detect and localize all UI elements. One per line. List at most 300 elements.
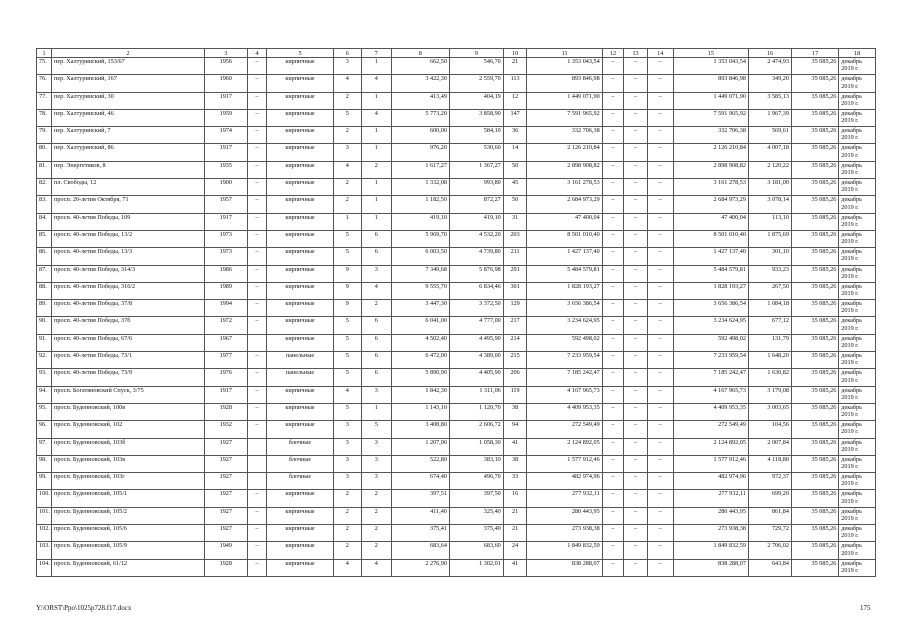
table-cell: 4 007,18: [748, 144, 791, 161]
table-cell: 4: [361, 75, 391, 92]
table-cell: 102.: [37, 525, 52, 542]
table-cell: –: [647, 58, 673, 75]
column-header: 13: [624, 49, 648, 58]
table-cell: 1959: [204, 109, 247, 126]
table-cell: 404,19: [449, 92, 503, 109]
table-cell: кирпичные: [267, 490, 334, 507]
table-cell: –: [624, 213, 648, 230]
table-cell: –: [647, 352, 673, 369]
table-cell: –: [624, 525, 648, 542]
column-header: 10: [503, 49, 527, 58]
table-cell: 9 555,70: [391, 282, 449, 299]
table-cell: 419,10: [391, 213, 449, 230]
table-cell: 35 085,26: [791, 248, 838, 265]
table-cell: 375,40: [449, 525, 503, 542]
table-cell: декабрь 2019 г.: [839, 507, 876, 524]
table-cell: 41: [503, 559, 527, 576]
table-cell: 1 617,27: [391, 161, 449, 178]
table-cell: 683,60: [449, 542, 503, 559]
table-cell: 1932: [204, 421, 247, 438]
table-cell: просп. 40-летия Победы, 67/6: [52, 334, 205, 351]
table-cell: –: [247, 265, 266, 282]
table-cell: 21: [503, 525, 527, 542]
table-cell: 84.: [37, 213, 52, 230]
column-header: 9: [449, 49, 503, 58]
table-cell: –: [247, 196, 266, 213]
table-cell: 413,49: [391, 92, 449, 109]
table-cell: 3 422,30: [391, 75, 449, 92]
table-cell: –: [647, 317, 673, 334]
table-cell: –: [602, 213, 624, 230]
table-cell: декабрь 2019 г.: [839, 438, 876, 455]
table-cell: кирпичные: [267, 525, 334, 542]
table-cell: просп. 40-летия Победы, 13/3: [52, 248, 205, 265]
table-cell: 1 449 071,90: [527, 92, 602, 109]
table-cell: 3: [333, 58, 361, 75]
table-cell: 3 078,14: [748, 196, 791, 213]
table-cell: 96.: [37, 421, 52, 438]
table-row: [37, 248, 876, 265]
table-cell: –: [602, 352, 624, 369]
table-cell: –: [624, 282, 648, 299]
table-cell: 113: [503, 75, 527, 92]
table-cell: –: [647, 525, 673, 542]
table-cell: декабрь 2019 г.: [839, 248, 876, 265]
table-cell: 35 085,26: [791, 525, 838, 542]
table-cell: –: [247, 109, 266, 126]
table-cell: –: [647, 369, 673, 386]
table-row: [37, 421, 876, 438]
table-cell: 280 443,95: [527, 507, 602, 524]
table-cell: 1974: [204, 127, 247, 144]
table-cell: 976,20: [391, 144, 449, 161]
table-cell: –: [602, 196, 624, 213]
table-cell: –: [602, 179, 624, 196]
table-cell: 397,50: [449, 490, 503, 507]
table-cell: –: [647, 282, 673, 299]
table-cell: –: [602, 473, 624, 490]
table-cell: 35 085,26: [791, 213, 838, 230]
table-cell: 375,41: [391, 525, 449, 542]
table-cell: –: [602, 282, 624, 299]
table-cell: –: [647, 542, 673, 559]
table-cell: 1 302,01: [449, 559, 503, 576]
table-cell: 1 577 912,46: [673, 455, 748, 472]
table-cell: 75.: [37, 58, 52, 75]
table-cell: 3 656 386,54: [673, 300, 748, 317]
table-cell: 2: [333, 127, 361, 144]
column-header: 14: [647, 49, 673, 58]
table-cell: 4: [333, 386, 361, 403]
table-cell: 2 684 973,29: [673, 196, 748, 213]
table-cell: 838 288,07: [527, 559, 602, 576]
table-cell: [247, 455, 266, 472]
table-cell: 3: [333, 421, 361, 438]
table-row: [37, 386, 876, 403]
table-cell: 1 427 137,40: [673, 248, 748, 265]
table-cell: –: [624, 507, 648, 524]
table-cell: 1973: [204, 248, 247, 265]
table-cell: 89.: [37, 300, 52, 317]
table-cell: 147: [503, 109, 527, 126]
table-cell: –: [247, 230, 266, 247]
table-cell: –: [647, 421, 673, 438]
table-cell: 1960: [204, 75, 247, 92]
table-cell: –: [647, 300, 673, 317]
table-cell: –: [247, 213, 266, 230]
table-cell: 2 706,02: [748, 542, 791, 559]
table-cell: 5 773,20: [391, 109, 449, 126]
table-cell: 5 484 579,81: [527, 265, 602, 282]
table-cell: 88.: [37, 282, 52, 299]
table-cell: 35 085,26: [791, 92, 838, 109]
table-cell: 2 898 908,82: [527, 161, 602, 178]
table-cell: 1935: [204, 161, 247, 178]
table-cell: 7 233 959,54: [673, 352, 748, 369]
table-cell: просп. 40-летия Победы, 316/2: [52, 282, 205, 299]
table-row: [37, 282, 876, 299]
table-cell: 662,50: [391, 58, 449, 75]
table-cell: 2: [361, 542, 391, 559]
table-cell: –: [602, 421, 624, 438]
table-cell: 3 161 278,53: [527, 179, 602, 196]
table-cell: пер. Халтуринский, 167: [52, 75, 205, 92]
table-cell: 1 648,20: [748, 352, 791, 369]
table-cell: 38: [503, 403, 527, 420]
table-cell: –: [247, 179, 266, 196]
column-header: 12: [602, 49, 624, 58]
table-cell: 95.: [37, 403, 52, 420]
table-row: [37, 161, 876, 178]
table-cell: 35 085,26: [791, 265, 838, 282]
table-cell: 9: [333, 265, 361, 282]
table-cell: кирпичные: [267, 230, 334, 247]
table-cell: 600,00: [391, 127, 449, 144]
table-cell: 2 007,84: [748, 438, 791, 455]
table-cell: 12: [503, 92, 527, 109]
table-cell: –: [247, 92, 266, 109]
table-cell: –: [247, 317, 266, 334]
table-row: [37, 127, 876, 144]
table-cell: 35 085,26: [791, 386, 838, 403]
table-cell: 5: [333, 317, 361, 334]
table-cell: 21: [503, 58, 527, 75]
table-cell: 2: [333, 507, 361, 524]
table-cell: –: [647, 92, 673, 109]
table-cell: 8 501 010,40: [527, 230, 602, 247]
table-cell: кирпичные: [267, 421, 334, 438]
table-cell: 4 777,00: [449, 317, 503, 334]
table-cell: 35 085,26: [791, 352, 838, 369]
table-row: [37, 559, 876, 576]
table-cell: 3 372,50: [449, 300, 503, 317]
table-row: [37, 109, 876, 126]
table-cell: пер. Халтуринский, 86: [52, 144, 205, 161]
table-cell: 2 606,72: [449, 421, 503, 438]
table-cell: пер. Энергетиков, 8: [52, 161, 205, 178]
table-cell: 1 849 832,59: [673, 542, 748, 559]
table-cell: 91.: [37, 334, 52, 351]
table-cell: 21: [503, 507, 527, 524]
table-cell: –: [602, 300, 624, 317]
table-row: [37, 58, 876, 75]
table-row: [37, 300, 876, 317]
table-row: [37, 455, 876, 472]
table-cell: 2 559,70: [449, 75, 503, 92]
table-cell: 3 408,80: [391, 421, 449, 438]
table-cell: –: [247, 300, 266, 317]
table-cell: 4 167 965,73: [527, 386, 602, 403]
table-cell: 325,40: [449, 507, 503, 524]
table-cell: 1 367,27: [449, 161, 503, 178]
table-cell: кирпичные: [267, 75, 334, 92]
table-cell: 35 085,26: [791, 421, 838, 438]
table-cell: 4 409 953,35: [527, 403, 602, 420]
table-row: [37, 213, 876, 230]
table-cell: –: [602, 507, 624, 524]
table-cell: 35 085,26: [791, 317, 838, 334]
table-cell: 38: [503, 455, 527, 472]
table-cell: 1: [361, 58, 391, 75]
table-cell: 82.: [37, 179, 52, 196]
table-cell: 4 739,80: [449, 248, 503, 265]
table-cell: –: [602, 265, 624, 282]
table-cell: декабрь 2019 г.: [839, 282, 876, 299]
table-cell: 3: [333, 438, 361, 455]
table-cell: 119: [503, 386, 527, 403]
table-cell: 7 233 959,54: [527, 352, 602, 369]
table-cell: 1976: [204, 369, 247, 386]
table-cell: –: [647, 438, 673, 455]
table-cell: 35 085,26: [791, 161, 838, 178]
table-row: [37, 334, 876, 351]
table-cell: панельные: [267, 352, 334, 369]
table-cell: 569,61: [748, 127, 791, 144]
column-header: 7: [361, 49, 391, 58]
table-cell: кирпичные: [267, 317, 334, 334]
table-cell: 530,60: [449, 144, 503, 161]
table-cell: кирпичные: [267, 386, 334, 403]
table-cell: 35 085,26: [791, 75, 838, 92]
table-cell: 1 828 193,27: [527, 282, 602, 299]
table-cell: пер. Халтуринский, 153/67: [52, 58, 205, 75]
table-cell: 100.: [37, 490, 52, 507]
table-cell: 6 472,00: [391, 352, 449, 369]
table-row: [37, 490, 876, 507]
table-cell: 81.: [37, 161, 52, 178]
table-cell: 584,10: [449, 127, 503, 144]
table-cell: 2 474,93: [748, 58, 791, 75]
table-cell: кирпичные: [267, 300, 334, 317]
table-cell: 4 495,90: [449, 334, 503, 351]
table-cell: 50: [503, 196, 527, 213]
table-cell: 35 085,26: [791, 282, 838, 299]
table-cell: декабрь 2019 г.: [839, 179, 876, 196]
table-cell: 83.: [37, 196, 52, 213]
table-cell: декабрь 2019 г.: [839, 473, 876, 490]
table-cell: 1 630,82: [748, 369, 791, 386]
table-cell: 94: [503, 421, 527, 438]
table-cell: кирпичные: [267, 282, 334, 299]
table-cell: 4 389,00: [449, 352, 503, 369]
table-cell: кирпичные: [267, 127, 334, 144]
table-cell: 35 085,26: [791, 144, 838, 161]
table-cell: 1928: [204, 559, 247, 576]
table-cell: 861,84: [748, 507, 791, 524]
table-cell: 2 124 892,05: [673, 438, 748, 455]
table-cell: 5: [333, 109, 361, 126]
table-cell: –: [624, 386, 648, 403]
table-row: [37, 525, 876, 542]
table-cell: 1986: [204, 265, 247, 282]
table-cell: 482 974,96: [673, 473, 748, 490]
column-header: 5: [267, 49, 334, 58]
table-cell: просп. 40-летия Победы, 73/1: [52, 352, 205, 369]
table-cell: 4: [333, 559, 361, 576]
table-cell: 4 405,90: [449, 369, 503, 386]
table-cell: –: [647, 473, 673, 490]
table-cell: –: [602, 248, 624, 265]
table-cell: 86.: [37, 248, 52, 265]
table-cell: декабрь 2019 г.: [839, 92, 876, 109]
table-cell: 291: [503, 265, 527, 282]
table-cell: 1972: [204, 317, 247, 334]
table-cell: –: [647, 490, 673, 507]
table-cell: 99.: [37, 473, 52, 490]
table-cell: –: [247, 161, 266, 178]
table-cell: –: [647, 265, 673, 282]
table-cell: 1 449 071,90: [673, 92, 748, 109]
table-cell: 6 003,50: [391, 248, 449, 265]
table-cell: 1 828 193,27: [673, 282, 748, 299]
table-cell: 2: [333, 92, 361, 109]
table-cell: 35 085,26: [791, 369, 838, 386]
table-cell: просп. 40-летия Победы, 37б: [52, 317, 205, 334]
table-cell: 3 179,08: [748, 386, 791, 403]
table-cell: –: [247, 403, 266, 420]
table-row: [37, 369, 876, 386]
column-header: 18: [839, 49, 876, 58]
table-cell: 4 532,20: [449, 230, 503, 247]
table-cell: просп. 40-летия Победы, 73/9: [52, 369, 205, 386]
table-cell: 5: [333, 352, 361, 369]
table-cell: 2: [333, 542, 361, 559]
table-cell: 35 085,26: [791, 559, 838, 576]
table-cell: 87.: [37, 265, 52, 282]
table-cell: декабрь 2019 г.: [839, 213, 876, 230]
table-cell: 1 427 137,40: [527, 248, 602, 265]
table-cell: 77.: [37, 92, 52, 109]
table-cell: 4 502,40: [391, 334, 449, 351]
table-cell: кирпичные: [267, 265, 334, 282]
table-cell: 47 400,04: [673, 213, 748, 230]
table-cell: блочные: [267, 455, 334, 472]
table-cell: 1927: [204, 473, 247, 490]
table-cell: просп. Буденновский, 105/6: [52, 525, 205, 542]
table-cell: 3: [361, 455, 391, 472]
table-cell: –: [647, 161, 673, 178]
table-cell: 6 834,46: [449, 282, 503, 299]
table-row: [37, 265, 876, 282]
table-cell: –: [602, 75, 624, 92]
table-cell: 2: [361, 300, 391, 317]
table-cell: 3: [361, 438, 391, 455]
table-cell: декабрь 2019 г.: [839, 300, 876, 317]
table-cell: 129: [503, 300, 527, 317]
table-cell: декабрь 2019 г.: [839, 265, 876, 282]
table-cell: просп. Буденновский, 105/9: [52, 542, 205, 559]
table-cell: декабрь 2019 г.: [839, 58, 876, 75]
table-cell: –: [624, 179, 648, 196]
table-cell: 482 974,96: [527, 473, 602, 490]
table-cell: 277 932,11: [673, 490, 748, 507]
table-cell: –: [624, 369, 648, 386]
table-cell: 35 085,26: [791, 196, 838, 213]
table-cell: 35 085,26: [791, 507, 838, 524]
table-cell: 6: [361, 248, 391, 265]
table-cell: 80.: [37, 144, 52, 161]
table-row: [37, 473, 876, 490]
table-cell: 1967: [204, 334, 247, 351]
table-cell: просп. Буденновский, 61/12: [52, 559, 205, 576]
table-cell: декабрь 2019 г.: [839, 127, 876, 144]
table-cell: –: [647, 144, 673, 161]
table-cell: –: [247, 542, 266, 559]
table-cell: кирпичные: [267, 403, 334, 420]
table-cell: –: [647, 179, 673, 196]
table-cell: 3 656 386,54: [527, 300, 602, 317]
table-cell: 93.: [37, 369, 52, 386]
table-cell: 3: [361, 473, 391, 490]
table-cell: 7 185 242,47: [673, 369, 748, 386]
table-cell: –: [247, 507, 266, 524]
table-cell: –: [647, 455, 673, 472]
table-cell: кирпичные: [267, 58, 334, 75]
table-cell: 35 085,26: [791, 230, 838, 247]
table-cell: декабрь 2019 г.: [839, 196, 876, 213]
table-cell: 1 182,50: [391, 196, 449, 213]
column-header: 2: [52, 49, 205, 58]
table-cell: 1: [361, 213, 391, 230]
table-cell: 101.: [37, 507, 52, 524]
table-cell: 893 846,98: [527, 75, 602, 92]
table-cell: блочные: [267, 438, 334, 455]
table-cell: декабрь 2019 г.: [839, 317, 876, 334]
column-header: 6: [333, 49, 361, 58]
table-cell: 104,56: [748, 421, 791, 438]
table-cell: 397,51: [391, 490, 449, 507]
table-cell: 2 120,22: [748, 161, 791, 178]
table-cell: –: [624, 92, 648, 109]
table-cell: –: [247, 127, 266, 144]
table-cell: просп. Буденновский, 103б: [52, 438, 205, 455]
table-cell: 2: [333, 525, 361, 542]
table-cell: 104.: [37, 559, 52, 576]
table-row: [37, 196, 876, 213]
table-cell: 9: [333, 282, 361, 299]
table-cell: –: [624, 144, 648, 161]
table-cell: декабрь 2019 г.: [839, 421, 876, 438]
table-cell: –: [247, 144, 266, 161]
table-cell: [247, 473, 266, 490]
table-cell: декабрь 2019 г.: [839, 525, 876, 542]
table-cell: 2: [361, 161, 391, 178]
table-cell: –: [647, 213, 673, 230]
table-cell: 35 085,26: [791, 58, 838, 75]
table-cell: –: [624, 248, 648, 265]
table-cell: –: [602, 559, 624, 576]
table-cell: 214: [503, 334, 527, 351]
